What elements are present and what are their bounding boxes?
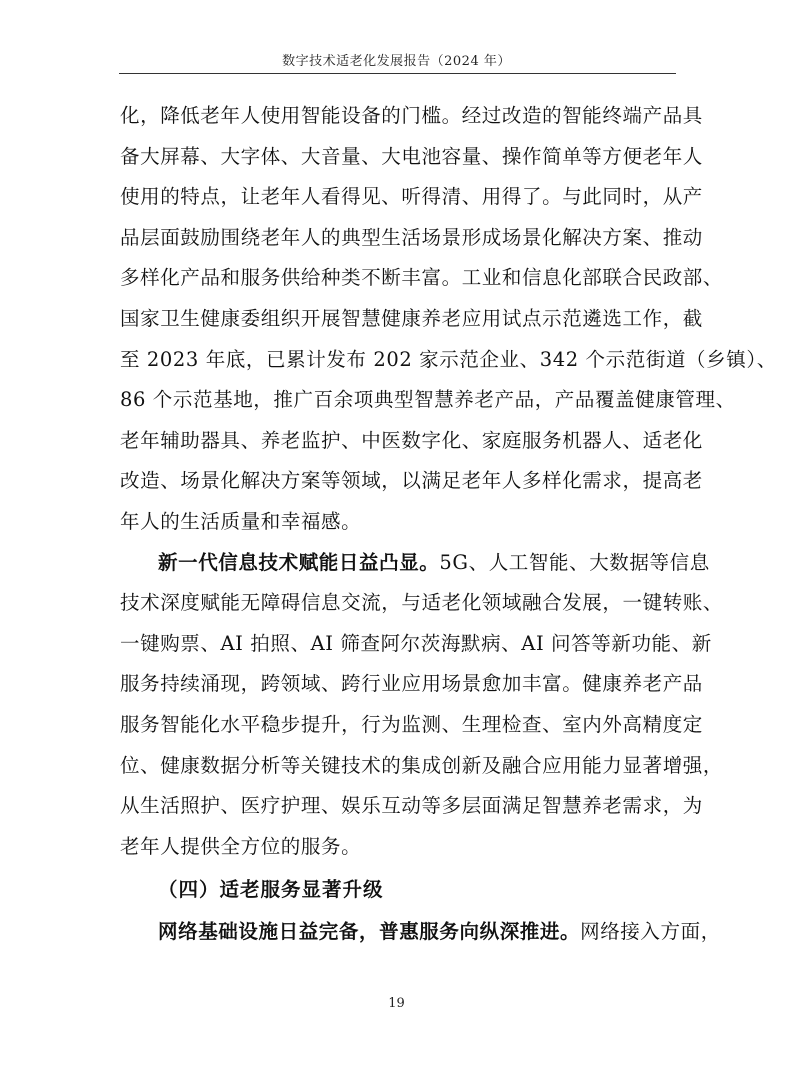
paragraph-line: 一键购票、AI 拍照、AI 筛查阿尔茨海默病、AI 问答等新功能、新 [120, 631, 712, 655]
paragraph-line: 老年辅助器具、养老监护、中医数字化、家庭服务机器人、适老化 [120, 428, 703, 452]
paragraph-line: 备大屏幕、大字体、大音量、大电池容量、操作简单等方便老年人 [120, 144, 703, 168]
paragraph-text: 5G、人工智能、大数据等信息 [439, 550, 710, 574]
paragraph-first-line [120, 912, 721, 953]
page-number: 19 [388, 996, 405, 1011]
paragraph-line: 位、健康数据分析等关键技术的集成创新及融合应用能力显著增强， [120, 753, 724, 777]
paragraph-line: 品层面鼓励围绕老年人的典型生活场景形成场景化解决方案、推动 [120, 225, 703, 249]
paragraph-elderly-friendly-terminals [120, 96, 777, 543]
paragraph-network-infrastructure [120, 912, 721, 953]
paragraph-line: 改造、场景化解决方案等领域，以满足老年人多样化需求，提高老 [120, 469, 703, 493]
paragraph-line: 从生活照护、医疗护理、娱乐互动等多层面满足智慧养老需求，为 [120, 794, 703, 818]
paragraph-line: 服务持续涌现，跨领域、跨行业应用场景愈加丰富。健康养老产品 [120, 672, 703, 696]
paragraph-line: 化，降低老年人使用智能设备的门槛。经过改造的智能终端产品具 [120, 104, 703, 127]
report-body [120, 96, 777, 953]
paragraph-lead-sentence: 新一代信息技术赋能日益凸显。 [158, 550, 440, 574]
paragraph-text: 网络接入方面， [580, 920, 721, 944]
section-heading: （四）适老服务显著升级 [158, 878, 384, 902]
paragraph-line: 老年人提供全方位的服务。 [120, 834, 362, 858]
paragraph-line: 多样化产品和服务供给种类不断丰富。工业和信息化部联合民政部、 [120, 266, 724, 290]
header-divider [119, 73, 676, 74]
paragraph-new-generation-it [120, 543, 724, 868]
running-header: 数字技术适老化发展报告（2024 年） [282, 54, 511, 69]
paragraph-line: 国家卫生健康委组织开展智慧健康养老应用试点示范遴选工作，截 [120, 306, 703, 330]
paragraph-lead-sentence: 网络基础设施日益完备，普惠服务向纵深推进。 [158, 920, 581, 944]
paragraph-line: 年人的生活质量和幸福感。 [120, 509, 362, 533]
paragraph-line: 86 个示范基地，推广百余项典型智慧养老产品，产品覆盖健康管理、 [120, 388, 736, 412]
paragraph-line: 技术深度赋能无障碍信息交流，与适老化领域融合发展，一键转账、 [120, 591, 724, 615]
paragraph-line: 至 2023 年底，已累计发布 202 家示范企业、342 个示范街道（乡镇）、 [120, 347, 777, 371]
paragraph-line: 使用的特点，让老年人看得见、听得清、用得了。与此同时，从产 [120, 185, 703, 209]
paragraph-line: 服务智能化水平稳步提升，行为监测、生理检查、室内外高精度定 [120, 712, 703, 736]
paragraph-first-line [120, 543, 710, 584]
